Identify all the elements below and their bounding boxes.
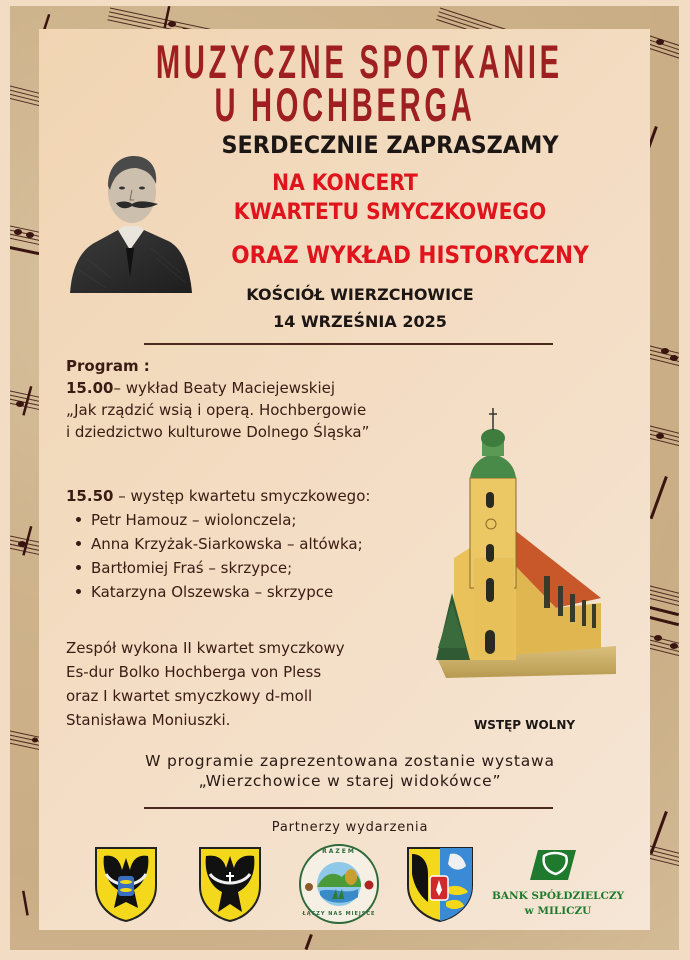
portrait-engraving-icon: [66, 148, 196, 293]
member-item: Anna Krzyżak-Siarkowska – altówka;: [66, 532, 370, 556]
event-concert-line: NA KONCERT: [272, 171, 418, 196]
concert-description: – występ kwartetu smyczkowego:: [113, 487, 371, 505]
lecture-title-line1: „Jak rządzić wsią i operą. Hochbergowie: [66, 401, 367, 419]
member-item: Bartłomiej Fraś – skrzypce;: [66, 556, 370, 580]
event-date: 14 WRZEŚNIA 2025: [273, 312, 447, 331]
partner-logo-coat-of-arms-1: [94, 846, 158, 922]
repertoire-line: oraz I kwartet smyczkowy d-moll: [66, 687, 313, 705]
partner-logo-bank: [488, 846, 628, 926]
lecture-title-line2: i dziedzictwo kulturowe Dolnego Śląska”: [66, 423, 370, 441]
concert-entry: [66, 485, 370, 604]
quartet-members-list: [66, 508, 370, 604]
church-illustration-icon: [436, 398, 616, 678]
eagle-fish-shield-icon: [94, 846, 158, 922]
partner-logo-coat-of-arms-2: [198, 846, 262, 922]
partner-logo-coat-of-arms-3: [406, 846, 474, 922]
admission-label: WSTĘP WOLNY: [474, 718, 576, 732]
repertoire-line: Stanisława Moniuszki.: [66, 711, 231, 729]
lecture-entry: [66, 377, 369, 443]
partners-heading: Partnerzy wydarzenia: [271, 820, 429, 835]
exhibition-line2: „Wierzchowice w starej widokówce”: [198, 772, 502, 790]
lecture-description: – wykład Beaty Maciejewskiej: [113, 379, 336, 397]
razem-bottom-text: ŁĄCZY NAS MIEJSCE: [302, 911, 376, 917]
concert-time: 15.50: [66, 487, 114, 505]
exhibition-line1: W programie zaprezentowana zostanie wystawa: [145, 752, 555, 770]
lecture-time: 15.00: [66, 379, 114, 397]
bank-name-line2: w MILICZU: [524, 905, 592, 917]
event-title-line1: MUZYCZNE SPOTKANIE: [155, 35, 563, 88]
split-shield-icon: [406, 846, 474, 922]
member-item: Petr Hamouz – wiolonczela;: [66, 508, 370, 532]
razem-top-text: RAZEM: [322, 848, 356, 855]
portrait-image: [66, 148, 196, 293]
member-item: Katarzyna Olszewska – skrzypce: [66, 580, 370, 604]
event-quartet-line: KWARTETU SMYCZKOWEGO: [233, 200, 547, 225]
silesian-eagle-shield-icon: [198, 846, 262, 922]
event-lecture-line: ORAZ WYKŁAD HISTORYCZNY: [231, 241, 589, 269]
repertoire-line: Es-dur Bolko Hochberga von Pless: [66, 663, 322, 681]
invite-heading: SERDECZNIE ZAPRASZAMY: [221, 131, 559, 159]
bank-name-line1: BANK SPÓŁDZIELCZY: [491, 890, 625, 902]
program-heading: Program :: [66, 357, 150, 375]
event-venue: KOŚCIÓŁ WIERZCHOWICE: [246, 285, 474, 304]
bottom-divider: [144, 807, 553, 809]
bank-leaf-icon: [488, 846, 628, 886]
event-title-line2: U HOCHBERGA: [214, 78, 476, 131]
repertoire-line: Zespół wykona II kwartet smyczkowy: [66, 639, 345, 657]
repertoire-text: [66, 636, 345, 732]
top-divider: [144, 343, 553, 345]
church-image: [436, 398, 616, 678]
partner-logo-razem: [298, 843, 380, 925]
exhibition-text: [40, 751, 660, 791]
